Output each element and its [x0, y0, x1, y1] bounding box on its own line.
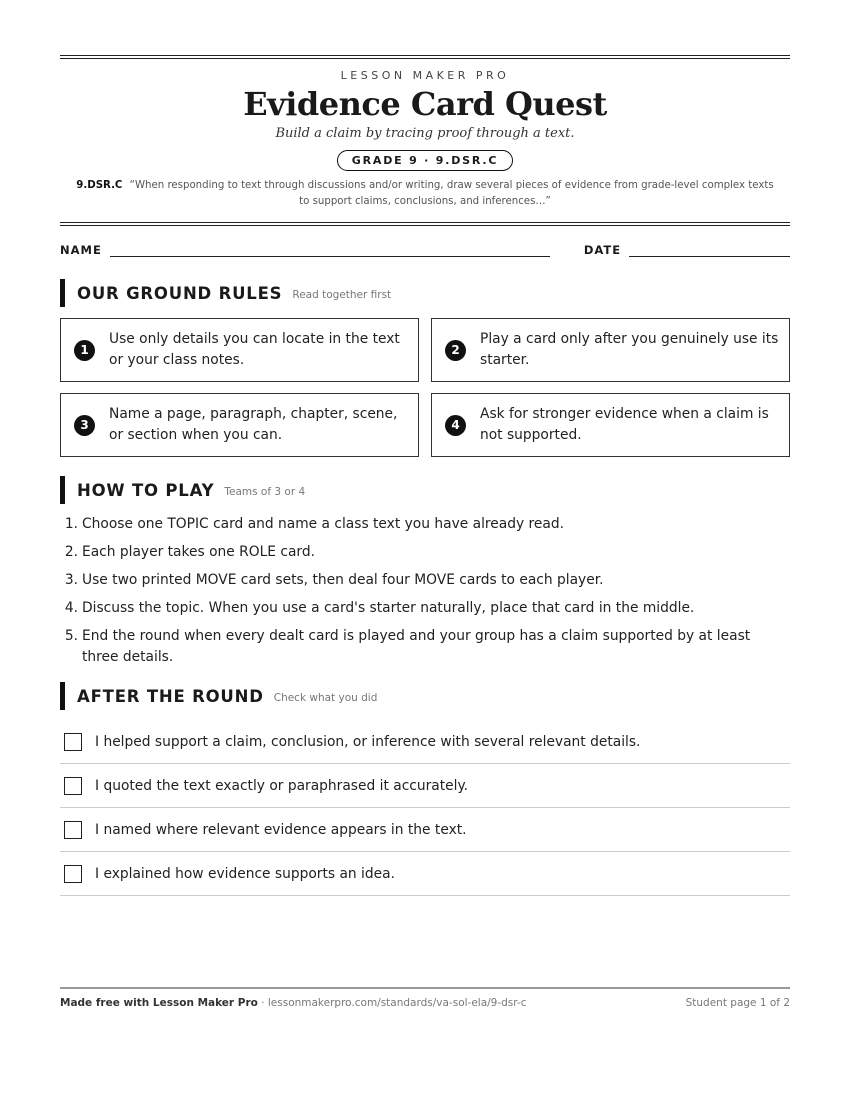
rule-number-badge: 4 — [445, 415, 466, 436]
step-text: Discuss the topic. When you use a card's starter naturally, place that card in the middle. — [82, 600, 695, 616]
page-title: Evidence Card Quest — [243, 85, 607, 123]
checklist-item — [60, 808, 790, 852]
header-bottom-rule — [60, 222, 790, 226]
step-number: 5. — [64, 628, 78, 644]
list-item — [60, 570, 790, 591]
name-field[interactable] — [110, 245, 550, 257]
checkbox[interactable] — [64, 821, 82, 839]
after-round-title: AFTER THE ROUND — [77, 686, 264, 706]
page-subtitle: Build a claim by tracing proof through a text. — [275, 126, 575, 141]
worksheet-page — [60, 55, 790, 896]
standard-text: “When responding to text through discussions and/or writing, draw several pieces of evidence from grade-level complex texts to support claims, conclusions, and inferences…” — [129, 180, 774, 207]
name-date-row — [60, 243, 790, 257]
how-to-play-note: Teams of 3 or 4 — [224, 485, 306, 498]
after-round-note: Check what you did — [273, 691, 378, 704]
list-item — [60, 542, 790, 563]
footer-credit — [60, 997, 527, 1009]
rule-card — [431, 318, 790, 382]
ground-rules-title: OUR GROUND RULES — [77, 283, 283, 303]
page-footer — [60, 987, 790, 1009]
rule-number-badge: 1 — [74, 340, 95, 361]
ground-rules-note: Read together first — [292, 288, 392, 301]
rule-card — [60, 393, 419, 457]
name-label: NAME — [60, 243, 102, 257]
rule-number-badge: 2 — [445, 340, 466, 361]
rule-text: Name a page, paragraph, chapter, scene, or section when you can. — [109, 406, 398, 443]
step-text: Choose one TOPIC card and name a class text you have already read. — [82, 516, 564, 532]
rule-text: Play a card only after you genuinely use its starter. — [480, 331, 779, 368]
date-label: DATE — [583, 243, 622, 257]
list-item — [60, 598, 790, 619]
step-number: 2. — [64, 544, 78, 560]
page-number: Student page 1 of 2 — [685, 997, 790, 1009]
checklist-item — [60, 764, 790, 808]
footer-made-with: Made free with Lesson Maker Pro — [60, 997, 258, 1009]
step-number: 4. — [64, 600, 78, 616]
how-to-play-heading — [60, 476, 790, 504]
grade-badge: GRADE 9 · 9.DSR.C — [337, 150, 513, 171]
checklist-text: I helped support a claim, conclusion, or inference with several relevant details. — [95, 733, 641, 750]
rule-text: Ask for stronger evidence when a claim is not supported. — [480, 406, 769, 443]
checklist-text: I quoted the text exactly or paraphrased it accurately. — [95, 777, 469, 794]
rule-number-badge: 3 — [74, 415, 95, 436]
checkbox[interactable] — [64, 777, 82, 795]
checklist-text: I explained how evidence supports an idea. — [95, 865, 395, 882]
after-round-heading — [60, 682, 790, 710]
checklist-item — [60, 720, 790, 764]
checklist-item — [60, 852, 790, 896]
list-item — [60, 626, 790, 668]
ground-rules-grid — [60, 318, 790, 457]
checklist-text: I named where relevant evidence appears in the text. — [95, 821, 467, 838]
step-number: 3. — [64, 572, 78, 588]
how-to-play-title: HOW TO PLAY — [77, 480, 215, 500]
step-text: Each player takes one ROLE card. — [82, 544, 315, 560]
footer-url: · lessonmakerpro.com/standards/va-sol-ela/9-dsr-c — [257, 997, 527, 1009]
step-text: Use two printed MOVE card sets, then deal four MOVE cards to each player. — [82, 572, 604, 588]
checklist — [60, 720, 790, 896]
date-field[interactable] — [629, 245, 790, 257]
step-text: End the round when every dealt card is played and your group has a claim supported by at least three details. — [82, 628, 751, 665]
checkbox[interactable] — [64, 733, 82, 751]
standard-code: 9.DSR.C — [76, 180, 123, 191]
ground-rules-heading — [60, 279, 790, 307]
standard-description — [70, 178, 780, 210]
rule-text: Use only details you can locate in the text or your class notes. — [109, 331, 400, 368]
list-item — [60, 514, 790, 535]
checkbox[interactable] — [64, 865, 82, 883]
brand-name: LESSON MAKER PRO — [340, 69, 510, 82]
top-rule — [60, 55, 790, 59]
rule-card — [431, 393, 790, 457]
step-number: 1. — [64, 516, 78, 532]
rule-card — [60, 318, 419, 382]
steps-list — [60, 514, 790, 668]
